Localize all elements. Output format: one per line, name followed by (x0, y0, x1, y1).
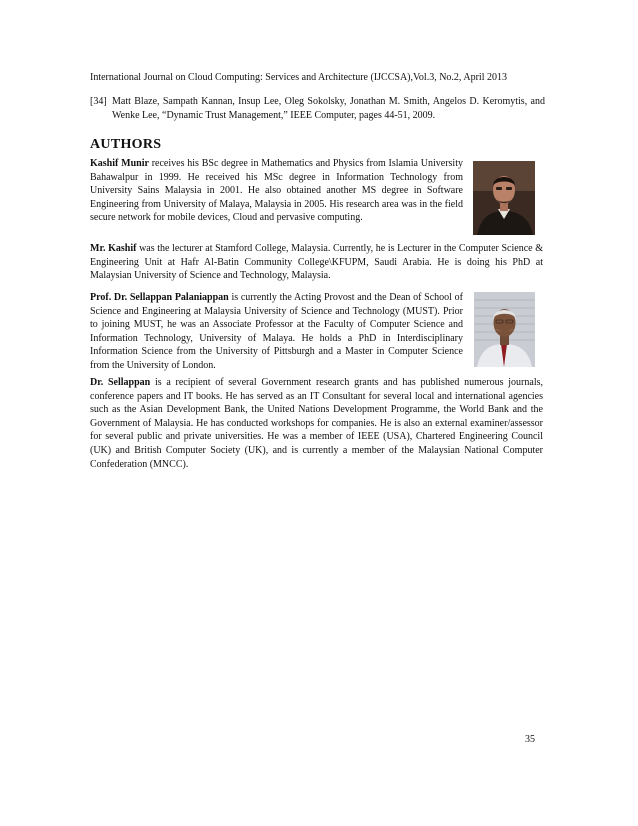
author-name: Mr. Kashif (90, 243, 137, 254)
author-photo-kashif-munir (473, 161, 535, 235)
reference-number: [34] (90, 96, 107, 107)
reference-text: Matt Blaze, Sampath Kannan, Insup Lee, Oleg Sokolsky, Jonathan M. Smith, Angelos D. Keromytis, and Wenke Lee, “Dynamic Trust Management,” IEEE Computer, pages 44-51, 2009. (112, 96, 545, 121)
section-title-authors: AUTHORS (90, 137, 162, 152)
running-header: International Journal on Cloud Computing: Services and Architecture (IJCCSA),Vol.3, No.2, April 2013 (90, 72, 507, 83)
author-bio-dr-sellappan (90, 376, 543, 471)
author-bio-text: receives his BSc degree in Mathematics and Physics from Islamia University Bahawalpur in 1999. He received his MSc degree in Information Technology from University Sains Malaysia in 2001. He also obtained another MS degree in Software Engineering from University of Malaya, Malaysia in 2005. His research area was in the field secure network for mobile devices, Cloud and pervasive computing. (90, 158, 463, 224)
author-bio-sellappan-palaniappan (90, 291, 463, 373)
author-bio-kashif-munir (90, 157, 463, 225)
author-bio-mr-kashif (90, 242, 543, 283)
author-name: Kashif Munir (90, 158, 149, 169)
author-photo-sellappan-palaniappan (474, 292, 535, 367)
author-name: Dr. Sellappan (90, 377, 151, 388)
author-name: Prof. Dr. Sellappan Palaniappan (90, 292, 229, 303)
author-bio-text: was the lecturer at Stamford College, Malaysia. Currently, he is Lecturer in the Computer Science & Engineering Unit at Hafr Al-Batin Community College\KFUPM, Saudi Arabia. He is doing his PhD at Malaysian University of Science and Technology, Malaysia. (90, 243, 543, 282)
page-number: 35 (525, 734, 535, 745)
reference-34 (90, 95, 545, 123)
author-bio-text: is currently the Acting Provost and the Dean of School of Science and Engineering at Malaysia University of Science and Technology (MUST). Prior to joining MUST, he was an Associate Professor at the Faculty of Computer Science and Information Technology, University of Malaya. He holds a PhD in Interdisciplinary Information Science from the University of Pittsburgh and a Master in Computer Science from the University of London. (90, 292, 463, 371)
author-bio-text: is a recipient of several Government research grants and has published numerous journals, conference papers and IT books. He has served as an IT Consultant for several local and international agencies such as the Asian Development Bank, the United Nations Development Programme, the World Bank and the Government of Malaysia. He has conducted workshops for companies. He is also an external examiner/assessor for several public and private universities. He was a member of IEEE (USA), Chartered Engineering Council (UK) and British Computer Society (UK), and is currently a member of the Malaysian National Computer Confederation (MNCC). (90, 377, 543, 470)
